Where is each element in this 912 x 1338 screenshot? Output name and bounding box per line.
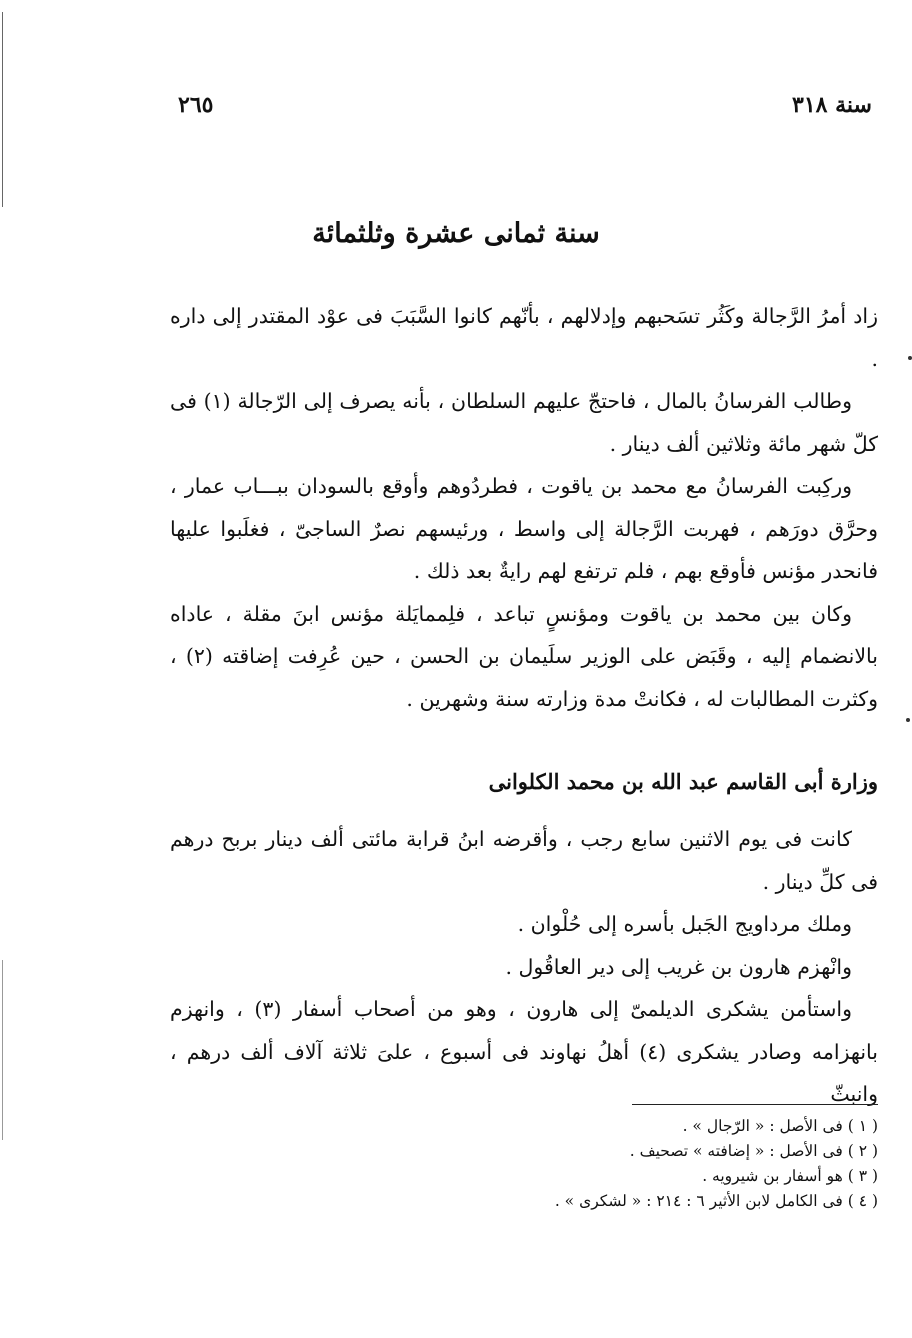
margin-mark [908, 356, 912, 360]
footnote: ( ٢ ) فى الأصل : « إضافته » تصحيف . [629, 1142, 878, 1160]
paragraph: وملك مرداويج الجَبل بأسره إلى حُلْوان . [517, 912, 852, 936]
paragraph: وطالب الفرسانُ بالمال ، فاحتجّ عليهم السلطان ، بأنه يصرف إلى الرّجالة (١) فى كلّ شهر مائة وثلاثين ألف دينار . [170, 389, 878, 456]
paragraph: وركِبت الفرسانُ مع محمد بن ياقوت ، فطردُوهم وأوقع بالسودان ببـــاب عمار ، وحرَّق دورَهم ، فهربت الرَّجالة إلى واسط ، ورئيسهم نصرٌ الساجىّ ، فغلَبوا عليها فانحدر مؤنس فأوقع بهم ، فلم ترتفع لهم رايةٌ بعد ذلك . [170, 474, 878, 583]
paragraph: وانْهزم هارون بن غريب إلى دير العاقُول . [505, 954, 852, 979]
footnote: ( ١ ) فى الأصل : « الرّجال » . [682, 1117, 878, 1135]
binding-edge-line [2, 12, 3, 207]
chapter-title: سنة ثمانى عشرة وثلثمائة [312, 218, 600, 249]
page-number: ٢٦٥ [178, 92, 214, 118]
main-text [170, 295, 878, 1116]
running-header [178, 92, 872, 124]
footnote: ( ٤ ) فى الكامل لابن الأثير ٦ : ٢١٤ : « لشكرى » . [554, 1192, 878, 1210]
paragraph: واستأمن يشكرى الديلمىّ إلى هارون ، وهو من أصحاب أسفار (٣) ، وانهزم بانهزامه وصادر يشكرى (٤) أهلُ نهاوند فى أسبوع ، علىَ ثلاثة آلاف ألف درهم ، وانبثّ [170, 997, 878, 1106]
header-year: سنة ٣١٨ [792, 92, 872, 118]
footnotes [440, 1114, 878, 1214]
footnote: ( ٣ ) هو أسفار بن شيرويه . [702, 1167, 878, 1185]
margin-mark [906, 718, 910, 722]
paragraph: وكان بين محمد بن ياقوت ومؤنسٍ تباعد ، فلِممايَلة مؤنس ابنَ مقلة ، عاداه بالانضمام إليه ، وقَبَض على الوزير سلَيمان بن الحسن ، حين عُرِفت إضاقته (٢) ، وكثرت المطالبات له ، فكانتْ مدة وزارته سنة وشهرين . [170, 601, 878, 711]
paragraph: كانت فى يوم الاثنين سابع رجب ، وأقرضه ابنُ قرابة مائتى ألف دينار بربح درهم فى كلِّ دينار . [170, 827, 878, 894]
binding-edge-line-lower [2, 960, 3, 1140]
paragraph: زاد أمرُ الرَّجالة وكَثُر تسَحبهم وإدلالهم ، بأنّهم كانوا السَّبَبَ فى عوْد المقتدر إلى داره . [170, 304, 878, 371]
section-heading: وزارة أبى القاسم عبد الله بن محمد الكلوانى [488, 769, 878, 794]
footnote-separator [632, 1104, 878, 1105]
